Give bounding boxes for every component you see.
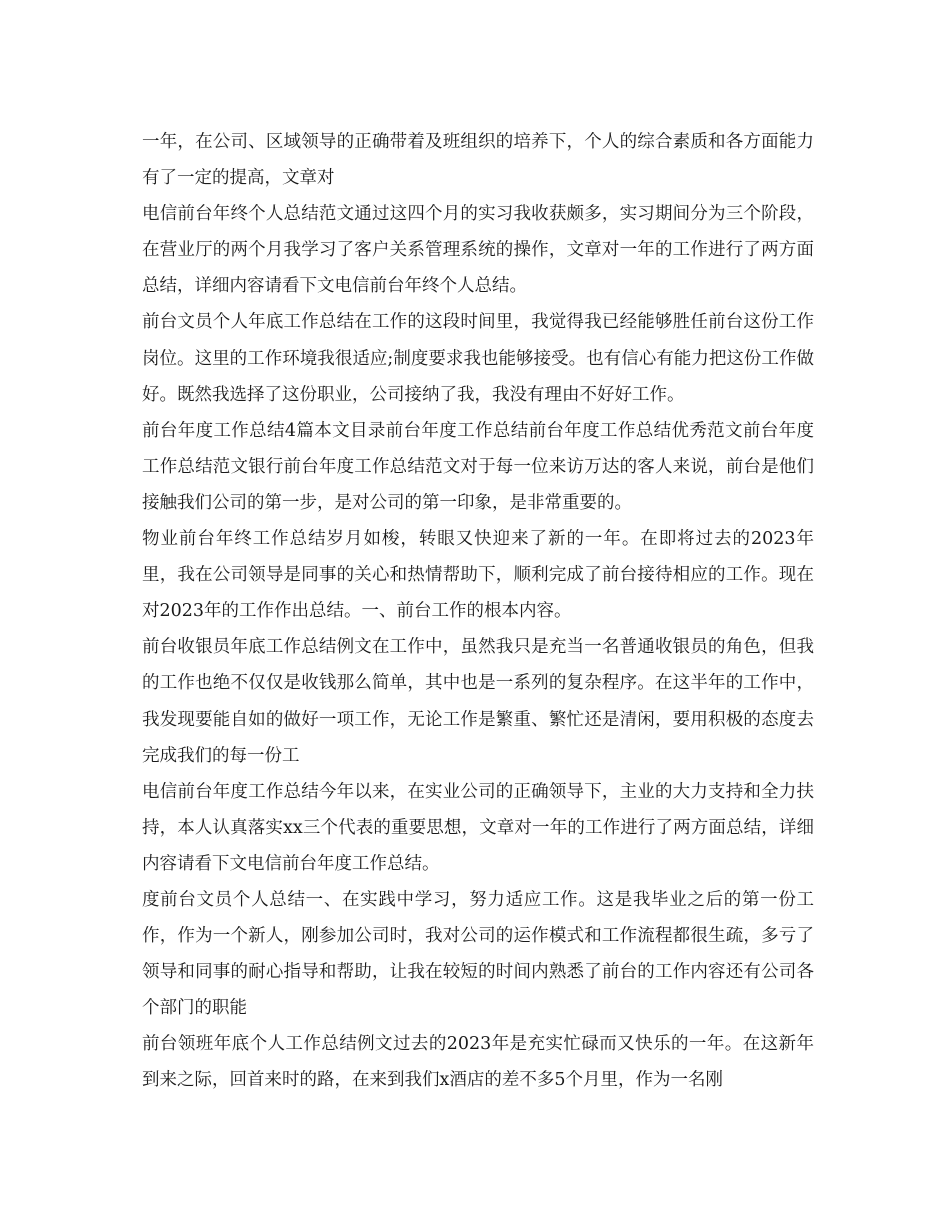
paragraph: 一年，在公司、区域领导的正确带着及班组织的培养下，个人的综合素质和各方面能力有了一定的提高，文章对 <box>142 132 814 189</box>
document-body <box>142 124 814 1099</box>
paragraph: 前台年度工作总结4篇本文目录前台年度工作总结前台年度工作总结优秀范文前台年度工作总结范文银行前台年度工作总结范文对于每一位来访万达的客人来说，前台是他们接触我们公司的第一步，是对公司的第一印象，是非常重要的。 <box>142 420 814 513</box>
paragraph: 电信前台年终个人总结范文通过这四个月的实习我收获颇多，实习期间分为三个阶段，在营业厅的两个月我学习了客户关系管理系统的操作，文章对一年的工作进行了两方面总结，详细内容请看下文电信前台年终个人总结。 <box>142 204 814 297</box>
paragraph: 前台文员个人年底工作总结在工作的这段时间里，我觉得我已经能够胜任前台这份工作岗位。这里的工作环境我很适应;制度要求我也能够接受。也有信心有能力把这份工作做好。既然我选择了这份职业，公司接纳了我，我没有理由不好好工作。 <box>142 312 814 405</box>
paragraph: 前台收银员年底工作总结例文在工作中，虽然我只是充当一名普通收银员的角色，但我的工作也绝不仅仅是收钱那么简单，其中也是一系列的复杂程序。在这半年的工作中，我发现要能自如的做好一项工作，无论工作是繁重、繁忙还是清闲，要用积极的态度去完成我们的每一份工 <box>142 637 814 766</box>
paragraph: 度前台文员个人总结一、在实践中学习，努力适应工作。这是我毕业之后的第一份工作，作为一个新人，刚参加公司时，我对公司的运作模式和工作流程都很生疏，多亏了领导和同事的耐心指导和帮助，让我在较短的时间内熟悉了前台的工作内容还有公司各个部门的职能 <box>142 889 814 1019</box>
paragraph: 物业前台年终工作总结岁月如梭，转眼又快迎来了新的一年。在即将过去的2023年里，我在公司领导是同事的关心和热情帮助下，顺利完成了前台接待相应的工作。现在对2023年的工作作出总结。一、前台工作的根本内容。 <box>142 529 814 622</box>
paragraph: 电信前台年度工作总结今年以来，在实业公司的正确领导下，主业的大力支持和全力扶持，本人认真落实xx三个代表的重要思想，文章对一年的工作进行了两方面总结，详细内容请看下文电信前台年度工作总结。 <box>142 781 814 874</box>
paragraph: 前台领班年底个人工作总结例文过去的2023年是充实忙碌而又快乐的一年。在这新年到来之际，回首来时的路，在来到我们x酒店的差不多5个月里，作为一名刚 <box>142 1034 814 1091</box>
